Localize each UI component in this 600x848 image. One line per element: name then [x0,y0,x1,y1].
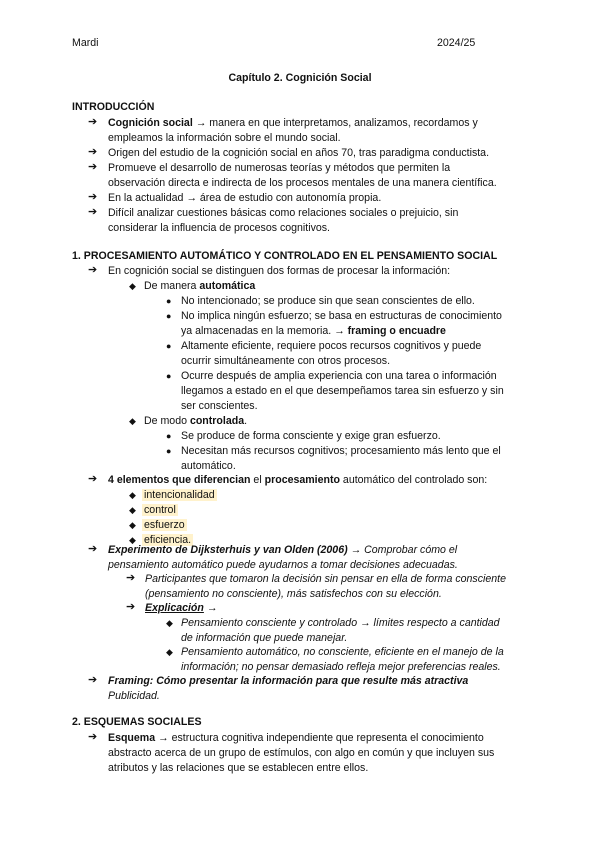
intro-bullet-3: Promueve el desarrollo de numerosas teorías y métodos que permiten la [108,162,451,174]
arrow-bullet-icon: ➔ [88,731,98,743]
dot-bullet-icon: ● [166,311,172,321]
header-right: 2024/25 [437,37,476,49]
element-item: esfuerzo [144,519,185,531]
auto-item-1: No intencionado; se produce sin que sean conscientes de ello. [181,295,475,307]
auto-item-3: Altamente eficiente, requiere pocos recursos cognitivos y puede [181,340,482,352]
arrow-bullet-icon: ➔ [88,191,98,203]
intro-bullet-1: Cognición social → manera en que interpretamos, analizamos, recordamos y [108,117,478,129]
explanation-item-2: Pensamiento automático, no consciente, eficiente en el manejo de la [181,646,504,658]
explanation-bullet: Explicación → [145,602,218,614]
arrow-bullet-icon: ➔ [88,264,98,276]
framing-bullet: Framing: Cómo presentar la información para que resulte más atractiva [108,675,469,687]
controlled-mode: De modo controlada. [144,415,248,427]
arrow-bullet-icon: ➔ [88,116,98,128]
explanation-item-1: Pensamiento consciente y controlado → límites respecto a cantidad [181,617,500,629]
auto-item-4-line-3: ser conscientes. [181,400,258,412]
diamond-bullet-icon: ◆ [129,535,136,545]
diamond-bullet-icon: ◆ [129,281,136,291]
arrow-bullet-icon: ➔ [88,674,98,686]
chapter-title: Capítulo 2. Cognición Social [228,72,372,84]
intro-bullet-3-line-2: observación directa e indirecta de los procesos mentales de una manera científica. [108,177,497,189]
schema-bullet: Esquema → estructura cognitiva independiente que representa el conocimiento [108,732,484,744]
explanation-item-1-line-2: de información que puede manejar. [181,632,348,644]
ctrl-item-2: Necesitan más recursos cognitivos; procesamiento más lento que el [181,445,501,457]
dot-bullet-icon: ● [166,446,172,456]
diamond-bullet-icon: ◆ [166,618,173,628]
diamond-bullet-icon: ◆ [129,520,136,530]
experiment-line-2: pensamiento automático puede ayudarnos a tomar decisiones adecuadas. [108,559,458,571]
element-item: eficiencia. [144,534,192,546]
intro-bullet-4: En la actualidad → área de estudio con autonomía propia. [108,192,382,204]
dot-bullet-icon: ● [166,431,172,441]
intro-bullet-5: Difícil analizar cuestiones básicas como relaciones sociales o prejuicio, sin [108,207,459,219]
participants-bullet: Participantes que tomaron la decisión sin pensar en ella de forma consciente [145,573,506,585]
auto-item-2-line-2: ya almacenadas en la memoria. → framing o encuadre [181,325,446,337]
section-2-heading: 2. ESQUEMAS SOCIALES [72,716,202,728]
participants-line-2: (pensamiento no consciente), más satisfechos con su elección. [145,588,442,600]
explanation-item-2-line-2: información; no pensar demasiado refleja mejor preferencias reales. [181,661,501,673]
auto-item-2: No implica ningún esfuerzo; se basa en estructuras de conocimiento [181,310,502,322]
s1-bullet-1: En cognición social se distinguen dos formas de procesar la información: [108,265,451,277]
diamond-bullet-icon: ◆ [129,505,136,515]
section-1-heading: 1. PROCESAMIENTO AUTOMÁTICO Y CONTROLADO EN EL PENSAMIENTO SOCIAL [72,250,498,262]
dot-bullet-icon: ● [166,371,172,381]
ctrl-item-1: Se produce de forma consciente y exige gran esfuerzo. [181,430,441,442]
automatic-mode: De manera automática [144,280,256,292]
auto-item-4: Ocurre después de amplia experiencia con una tarea o información [181,370,497,382]
four-elements-intro: 4 elementos que diferencian el procesamiento automático del controlado son: [108,474,488,486]
diamond-bullet-icon: ◆ [166,647,173,657]
intro-bullet-5-line-2: considerar la influencia de procesos cognitivos. [108,222,331,234]
auto-item-4-line-2: llegamos a estado en el que desempeñamos tarea sin esfuerzo y sin [181,385,504,397]
arrow-bullet-icon: ➔ [88,161,98,173]
schema-line-3: atributos y las relaciones que se establecen entre ellos. [108,762,369,774]
arrow-bullet-icon: ➔ [88,146,98,158]
arrow-bullet-icon: ➔ [126,601,136,613]
schema-line-2: abstracto acerca de un grupo de estímulos, con algo en común y que incluyen sus [108,747,495,759]
header-left: Mardi [72,37,99,49]
element-item: control [144,504,176,516]
auto-item-3-line-2: ocurrir simultáneamente con otros procesos. [181,355,391,367]
framing-line-2: Publicidad. [108,690,160,702]
intro-heading: INTRODUCCIÓN [72,101,155,113]
ctrl-item-2-line-2: automático. [181,460,236,472]
arrow-bullet-icon: ➔ [126,572,136,584]
arrow-bullet-icon: ➔ [88,543,98,555]
arrow-bullet-icon: ➔ [88,473,98,485]
arrow-bullet-icon: ➔ [88,206,98,218]
intro-bullet-1-line-2: empleamos la información sobre el mundo social. [108,132,341,144]
diamond-bullet-icon: ◆ [129,490,136,500]
experiment-bullet: Experimento de Dijksterhuis y van Olden (2006) → Comprobar cómo el [108,544,458,556]
intro-bullet-2: Origen del estudio de la cognición social en años 70, tras paradigma conductista. [108,147,490,159]
dot-bullet-icon: ● [166,296,172,306]
element-item: intencionalidad [144,489,215,501]
diamond-bullet-icon: ◆ [129,416,136,426]
dot-bullet-icon: ● [166,341,172,351]
